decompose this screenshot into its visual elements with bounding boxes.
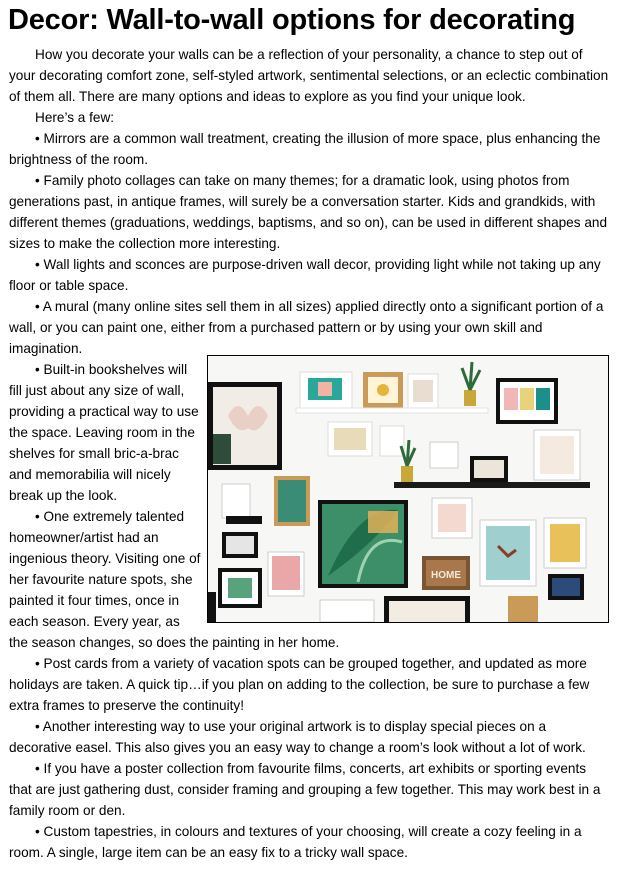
tip-mirrors: • Mirrors are a common wall treatment, creating the illusion of more space, plus enhancing the brightness of the room. [9,131,601,167]
gallery-wall-photo [207,355,609,623]
tip-mural-text: • A mural (many online sites sell them in all sizes) applied directly onto a significant portion of a wall, or you can paint one, either from a purchased pattern or by using your own skill and imagination. [9,299,604,356]
article-title: Decor: Wall-to-wall options for decorating [8,4,576,36]
tip-family-photos: • Family photo collages can take on many themes; for a dramatic look, using photos from generations past, in antique frames, will surely be a conversation starter. Kids and grandkids, with different themes (graduations, weddings, baptisms, and so on), can be used in different shapes and sizes to make the collection more interesting. [9,173,607,251]
tip-tapestries: • Custom tapestries, in colours and textures of your choosing, will create a cozy feeling in a room. A single, large item can be an easy fix to a tricky wall space. [9,824,582,860]
tip-wall-lights: • Wall lights and sconces are purpose-driven wall decor, providing light while not taking up any floor or table space. [9,257,601,293]
intro-paragraph: How you decorate your walls can be a reflection of your personality, a chance to step out of your decorating comfort zone, self-styled artwork, sentimental selections, or an eclectic combination of them all. There are many options and ideas to explore as you find your unique look. [9,47,609,104]
tip-easel: • Another interesting way to use your original artwork is to display special pieces on a decorative easel. This also gives you an easy way to change a room’s look without a lot of work. [9,719,586,755]
home-sign-text: HOME [431,570,461,581]
tip-post-cards: • Post cards from a variety of vacation spots can be grouped together, and updated as more holidays are taken. A quick tip…if you plan on adding to the collection, be sure to purchase a few extra frames to preserve the continuity! [9,656,590,713]
article-body [9,44,611,863]
tip-mural [9,296,611,359]
list-intro: Here’s a few: [35,110,115,125]
tip-posters: • If you have a poster collection from favourite films, concerts, art exhibits or sporting events that are just gathering dust, consider framing and grouping a few together. This may work best in a family room or den. [9,761,601,818]
tip-bookshelves: • Built-in bookshelves will fill just about any size of wall, providing a practical way to use the space. Leaving room in the shelves for small bric-a-brac and memorabilia will nicely break up the look. [9,362,199,503]
tip-seasonal-painting: • One extremely talented homeowner/artist had an ingenious theory. Visiting one of her favourite nature spots, she painted it four times, once in each season. Every year, as the season changes, so does the painting in her home. [9,509,340,650]
